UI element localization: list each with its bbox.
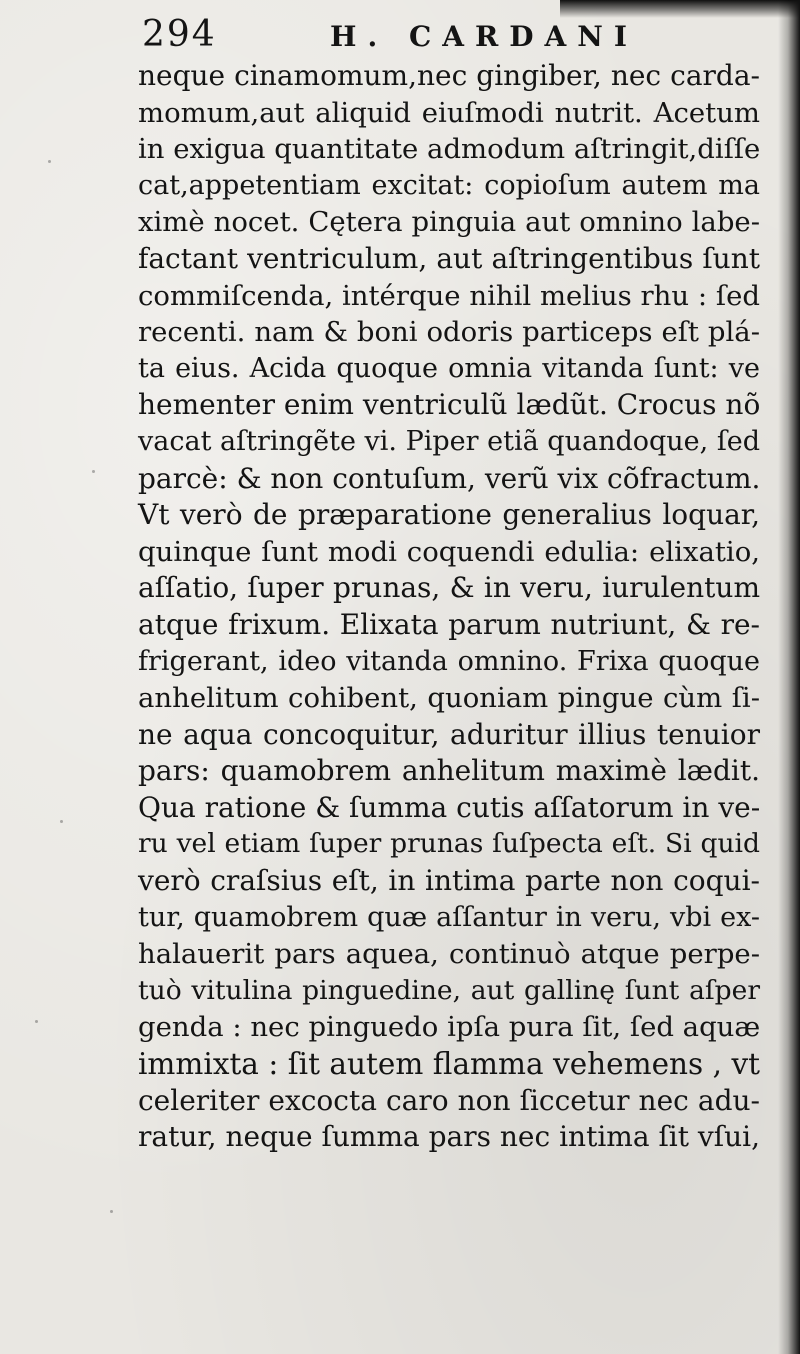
text-line: immixta : ſit autem flamma vehemens , vt bbox=[138, 1047, 760, 1082]
body-text bbox=[138, 58, 760, 1156]
text-line: in exigua quantitate admodum aſtringit,diſſe bbox=[138, 133, 761, 166]
text-line: atque frixum. Elixata parum nutriunt, & re- bbox=[138, 607, 760, 641]
text-line: pars: quamobrem anhelitum maximè lædit. bbox=[138, 754, 760, 788]
text-line: ne aqua concoquitur, aduritur illius tenuior bbox=[138, 717, 760, 751]
text-line: ru vel etiam ſuper prunas ſuſpecta eſt. Si quid bbox=[138, 828, 760, 860]
text-line: quinque ſunt modi coquendi edulia: elixatio, bbox=[138, 535, 760, 568]
text-line: hementer enim ventriculũ lædũt. Crocus nõ bbox=[138, 388, 761, 422]
text-line: neque cinamomum,nec gingiber, nec carda- bbox=[138, 59, 760, 92]
text-line: commiſcenda, intérque nihil melius rhu : ſed bbox=[138, 279, 760, 312]
text-line: aſſatio, ſuper prunas, & in veru, iurulentum bbox=[138, 571, 760, 605]
text-line: ximè nocet. Cętera pinguia aut omnino labe- bbox=[138, 206, 760, 239]
text-line: parcè: & non contuſum, verũ vix cõfractum. bbox=[138, 461, 761, 495]
text-line: frigerant, ideo vitanda omnino. Frixa quoque bbox=[138, 645, 760, 677]
text-line: ta eius. Acida quoque omnia vitanda ſunt: ve bbox=[138, 352, 760, 384]
paper-speck bbox=[35, 1020, 38, 1023]
text-line: Qua ratione & ſumma cutis aſſatorum in ve- bbox=[138, 790, 761, 824]
paper-speck bbox=[110, 1210, 113, 1213]
running-head: H. CARDANI bbox=[330, 20, 638, 53]
text-line: recenti. nam & boni odoris particeps eſt plá- bbox=[138, 316, 760, 349]
page-header bbox=[142, 14, 762, 58]
text-line: ratur, neque ſumma pars nec intima ſit vſui, bbox=[138, 1120, 760, 1154]
text-line: celeriter excocta caro non ſiccetur nec adu- bbox=[138, 1083, 760, 1117]
text-line: genda : nec pinguedo ipſa pura ſit, ſed aquæ bbox=[138, 1011, 761, 1044]
text-line: tur, quamobrem quæ aſſantur in veru, vbi ex- bbox=[138, 901, 760, 933]
text-line: anhelitum cohibent, quoniam pingue cùm ſi- bbox=[138, 682, 760, 715]
paper-speck bbox=[92, 470, 95, 473]
text-line: verò craſsius eſt, in intima parte non coqui- bbox=[138, 864, 760, 898]
text-line: vacat aſtringẽte vi. Piper etiã quandoque, ſed bbox=[138, 425, 761, 457]
paper-speck bbox=[48, 160, 51, 163]
text-line: Vt verò de præparatione generalius loquar, bbox=[138, 498, 760, 532]
scan-shadow-right bbox=[778, 0, 800, 1354]
text-line: halauerit pars aquea, continuò atque perpe- bbox=[138, 938, 760, 971]
page-number: 294 bbox=[142, 14, 217, 55]
paper-speck bbox=[60, 820, 63, 823]
text-line: momum,aut aliquid eiuſmodi nutrit. Acetum bbox=[138, 96, 760, 129]
text-line: tuò vitulina pinguedine, aut gallinę ſunt aſper bbox=[138, 974, 760, 1006]
text-line: factant ventriculum, aut aſtringentibus ſunt bbox=[138, 241, 760, 275]
text-line: cat,appetentiam excitat: copioſum autem ma bbox=[138, 169, 760, 201]
